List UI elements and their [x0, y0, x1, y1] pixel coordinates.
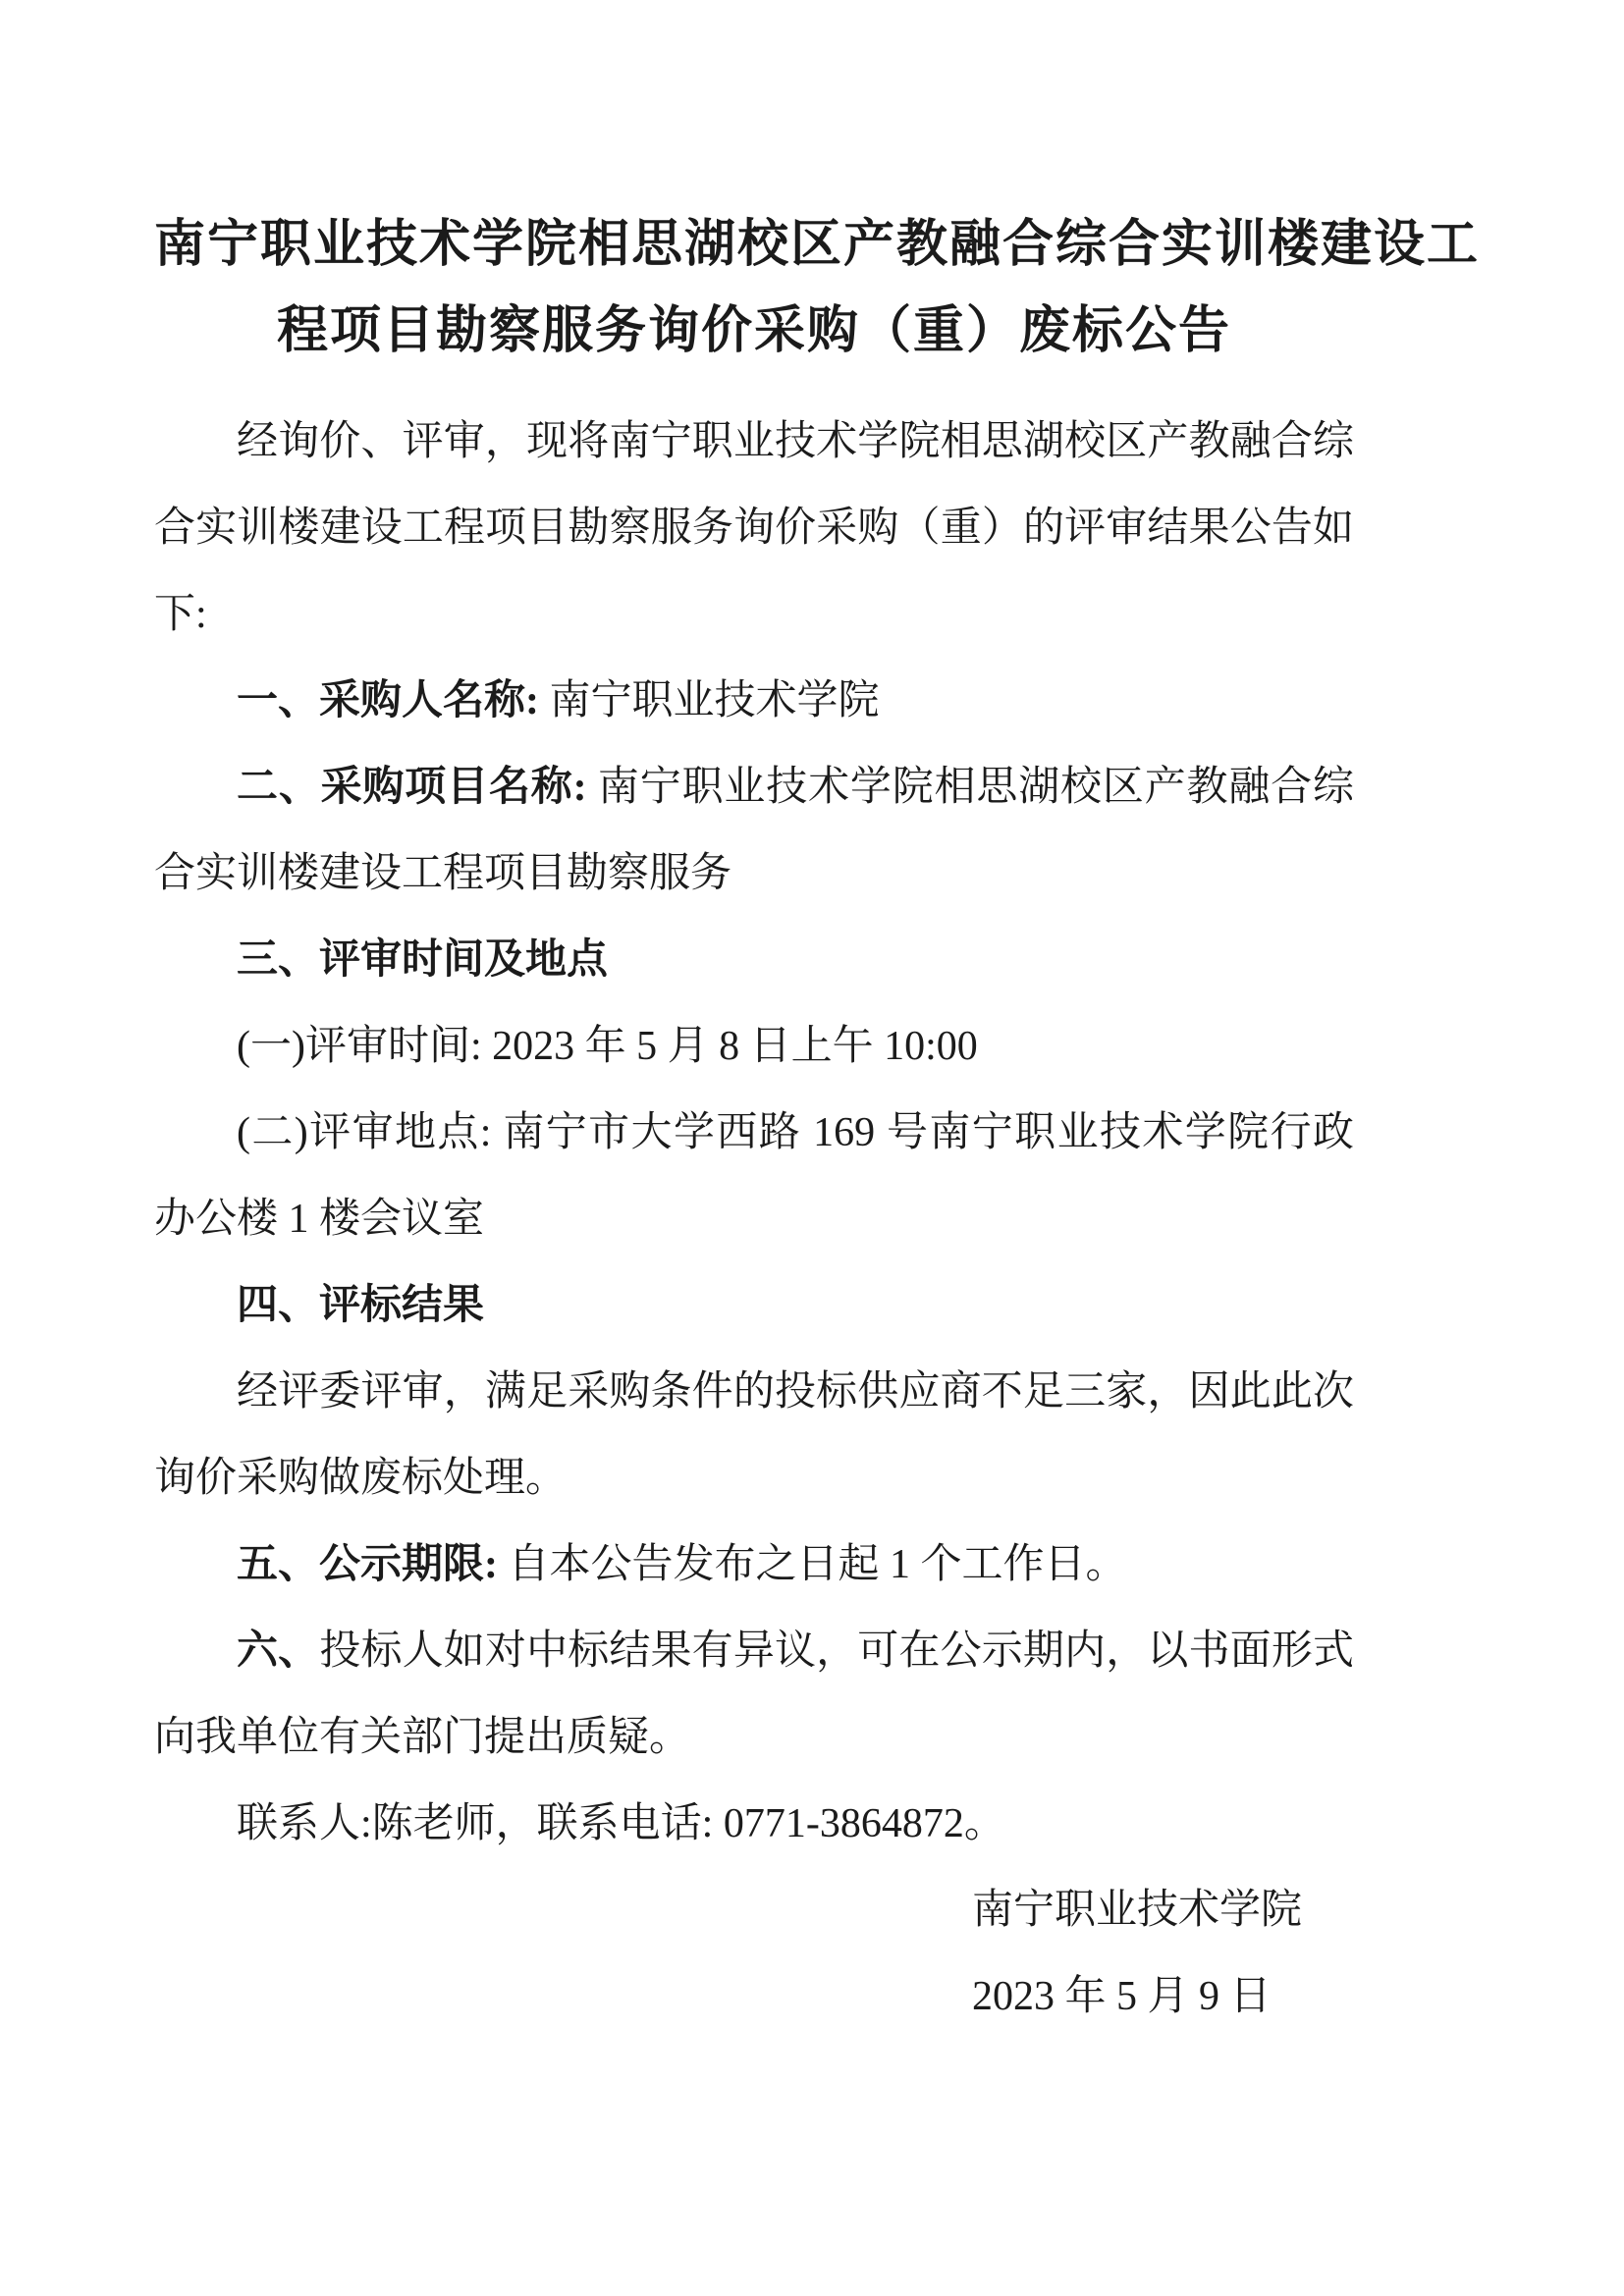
result-line-1: 经评委评审，满足采购条件的投标供应商不足三家，因此此次 [237, 1369, 1354, 1415]
signature-block [972, 1867, 1354, 2040]
purchaser-line [154, 658, 1354, 744]
review-place-line-1: (二)评审地点: 南宁市大学西路 169 号南宁职业技术学院行政 [237, 1110, 1354, 1155]
purchaser-value: 南宁职业技术学院 [539, 678, 880, 723]
objection-line-2: 向我单位有关部门提出质疑。 [154, 1715, 691, 1760]
objection-line-1 [154, 1608, 1354, 1694]
project-line-2: 合实训楼建设工程项目勘察服务 [154, 851, 732, 896]
result-line-2: 询价采购做废标处理。 [154, 1456, 568, 1501]
intro-line-2: 合实训楼建设工程项目勘察服务询价采购（重）的评审结果公告如 [154, 506, 1354, 551]
project-line-1 [154, 744, 1354, 830]
publicity-label: 五、公示期限: [237, 1542, 498, 1587]
project-label: 二、采购项目名称: [237, 765, 587, 810]
review-time-line: (一)评审时间: 2023 年 5 月 8 日上午 10:00 [237, 1024, 978, 1069]
intro-line-1: 经询价、评审，现将南宁职业技术学院相思湖校区产教融合综 [237, 419, 1354, 464]
project-value-part1: 南宁职业技术学院相思湖校区产教融合综 [586, 765, 1354, 810]
signature-name: 南宁职业技术学院 [972, 1888, 1303, 1933]
announcement-body [154, 202, 1481, 2040]
objection-label: 六、 [237, 1629, 320, 1674]
intro-line-3: 下: [154, 592, 207, 637]
review-section-heading: 三、评审时间及地点 [237, 937, 609, 983]
document-title [154, 202, 1481, 375]
purchaser-label: 一、采购人名称: [237, 678, 539, 723]
publicity-value: 自本公告发布之日起 1 个工作日。 [498, 1542, 1127, 1587]
contact-line: 联系人:陈老师，联系电话: 0771-3864872。 [237, 1801, 1005, 1846]
title-line-1: 南宁职业技术学院相思湖校区产教融合综合实训楼建设工 [154, 217, 1481, 273]
publicity-line [154, 1522, 1354, 1608]
review-place-line-2: 办公楼 1 楼会议室 [154, 1197, 485, 1242]
result-section-heading: 四、评标结果 [237, 1283, 485, 1328]
objection-value-part1: 投标人如对中标结果有异议，可在公示期内，以书面形式 [319, 1629, 1354, 1674]
signature-date: 2023 年 5 月 9 日 [972, 1974, 1272, 2019]
title-line-2: 程项目勘察服务询价采购（重）废标公告 [276, 303, 1231, 359]
